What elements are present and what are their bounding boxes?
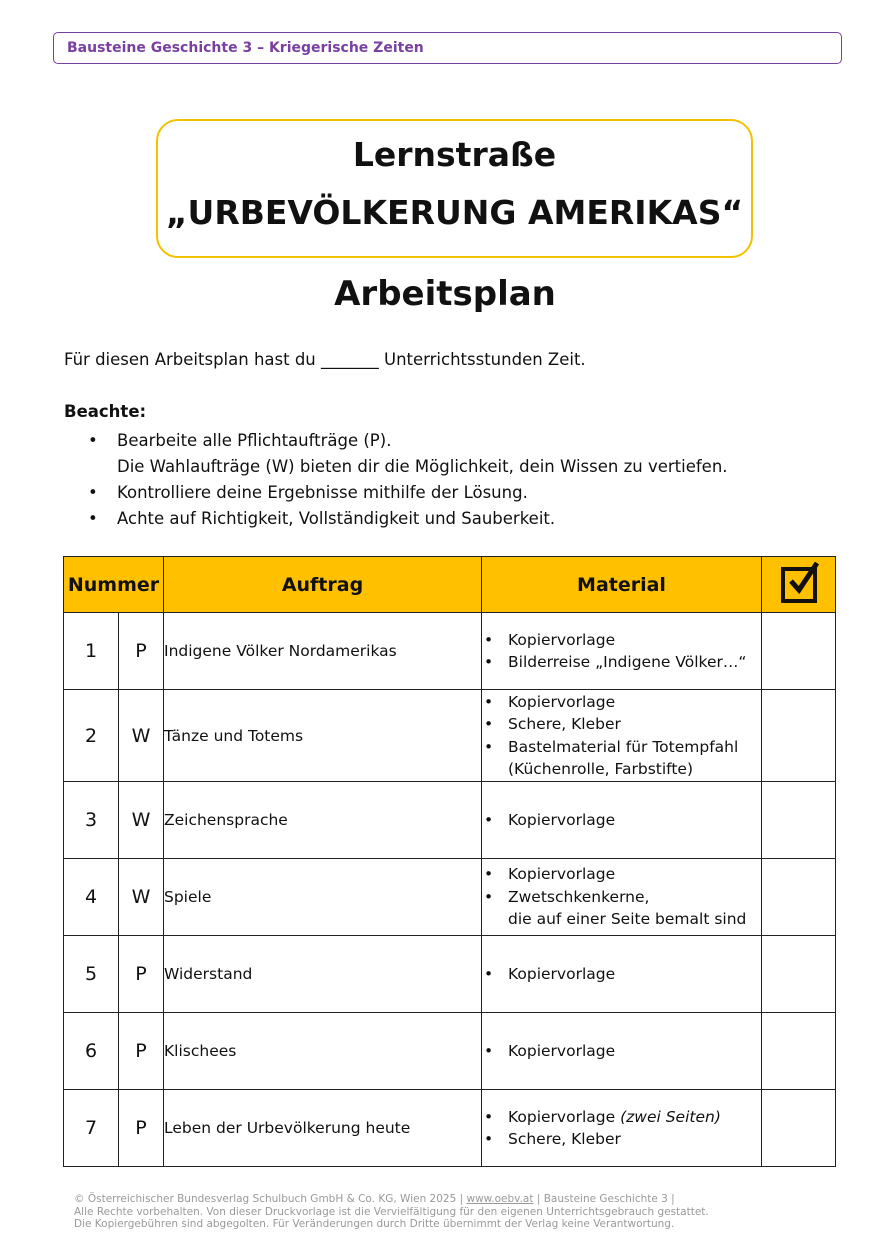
row-type: W	[119, 782, 164, 859]
table-row	[64, 859, 836, 936]
row-number: 2	[64, 690, 119, 782]
work-plan-table	[63, 556, 836, 1167]
material-item: • Kopiervorlage	[482, 963, 761, 986]
row-task: Widerstand	[164, 936, 482, 1013]
table-header-row	[64, 557, 836, 613]
row-number: 3	[64, 782, 119, 859]
row-check-cell[interactable]	[762, 1013, 836, 1090]
material-item	[482, 736, 761, 781]
material-item: • Kopiervorlage	[482, 629, 761, 652]
footer-line-2: Alle Rechte vorbehalten. Von dieser Druckvorlage ist die Vervielfältigung für den eigenen Unterrichtsgebrauch gestattet.	[74, 1205, 709, 1218]
rule-item	[88, 480, 728, 506]
table-row	[64, 1090, 836, 1167]
row-number: 1	[64, 613, 119, 690]
header-task: Auftrag	[164, 557, 482, 613]
material-item	[482, 886, 761, 931]
checkbox-checked-icon	[781, 567, 817, 603]
material-item: • Schere, Kleber	[482, 713, 761, 736]
series-title: Bausteine Geschichte 3 – Kriegerische Zeiten	[67, 40, 424, 56]
row-materials	[482, 1090, 762, 1167]
row-type: W	[119, 690, 164, 782]
material-text: Kopiervorlage	[508, 1107, 616, 1126]
row-check-cell[interactable]	[762, 936, 836, 1013]
title-box	[156, 119, 753, 258]
header-check	[762, 557, 836, 613]
title-line-2: „URBEVÖLKERUNG AMERIKAS“	[165, 193, 744, 232]
row-number: 4	[64, 859, 119, 936]
rule-3: Achte auf Richtigkeit, Vollständigkeit und Sauberkeit.	[117, 509, 556, 528]
rule-item	[88, 506, 728, 532]
row-materials	[482, 690, 762, 782]
row-task: Leben der Urbevölkerung heute	[164, 1090, 482, 1167]
header-banner	[53, 32, 842, 64]
row-task: Tänze und Totems	[164, 690, 482, 782]
material-item: • Kopiervorlage	[482, 1040, 761, 1063]
row-number: 7	[64, 1090, 119, 1167]
table-row	[64, 936, 836, 1013]
table-row	[64, 613, 836, 690]
rule-2: Kontrolliere deine Ergebnisse mithilfe der Lösung.	[117, 483, 528, 502]
table-row	[64, 782, 836, 859]
material-line: Zwetschkenkerne,	[508, 887, 650, 906]
row-materials	[482, 782, 762, 859]
footer	[74, 1193, 709, 1231]
row-type: P	[119, 613, 164, 690]
row-number: 5	[64, 936, 119, 1013]
rule-1-line-2: Die Wahlaufträge (W) bieten dir die Möglichkeit, dein Wissen zu vertiefen.	[117, 457, 728, 476]
row-check-cell[interactable]	[762, 690, 836, 782]
row-materials	[482, 613, 762, 690]
row-type: P	[119, 936, 164, 1013]
header-material: Material	[482, 557, 762, 613]
row-task: Spiele	[164, 859, 482, 936]
row-number: 6	[64, 1013, 119, 1090]
row-task: Indigene Völker Nordamerikas	[164, 613, 482, 690]
row-check-cell[interactable]	[762, 859, 836, 936]
rules-list	[88, 428, 728, 532]
row-check-cell[interactable]	[762, 782, 836, 859]
material-line: Bastelmaterial für Totempfahl	[508, 737, 739, 756]
material-line-continued: (Küchenrolle, Farbstifte)	[508, 760, 693, 778]
header-number: Nummer	[64, 557, 164, 613]
row-check-cell[interactable]	[762, 1090, 836, 1167]
row-check-cell[interactable]	[762, 613, 836, 690]
footer-line-1	[74, 1193, 709, 1206]
footer-copyright: © Österreichischer Bundesverlag Schulbuch GmbH & Co. KG, Wien 2025 |	[74, 1193, 467, 1205]
material-item: • Bilderreise „Indigene Völker…“	[482, 651, 761, 674]
row-task: Klischees	[164, 1013, 482, 1090]
row-type: P	[119, 1013, 164, 1090]
row-materials	[482, 1013, 762, 1090]
row-materials	[482, 936, 762, 1013]
footer-series: | Bausteine Geschichte 3 |	[533, 1193, 675, 1205]
material-note: (zwei Seiten)	[620, 1107, 721, 1126]
table-row	[64, 690, 836, 782]
page-subtitle: Arbeitsplan	[334, 274, 556, 314]
publisher-link[interactable]: www.oebv.at	[466, 1193, 534, 1205]
rule-1-line-1: Bearbeite alle Pflichtaufträge (P).	[117, 431, 392, 450]
title-line-1: Lernstraße	[352, 135, 557, 174]
material-item	[482, 1106, 761, 1129]
row-task: Zeichensprache	[164, 782, 482, 859]
material-item: • Kopiervorlage	[482, 863, 761, 886]
row-type: W	[119, 859, 164, 936]
intro-text: Für diesen Arbeitsplan hast du _______ Unterrichtsstunden Zeit.	[64, 350, 586, 369]
row-materials	[482, 859, 762, 936]
row-type: P	[119, 1090, 164, 1167]
beachte-heading: Beachte:	[64, 402, 147, 421]
material-item: • Kopiervorlage	[482, 809, 761, 832]
material-item: • Schere, Kleber	[482, 1128, 761, 1151]
material-line-continued: die auf einer Seite bemalt sind	[508, 910, 747, 929]
table-row	[64, 1013, 836, 1090]
rule-item	[88, 428, 728, 480]
footer-line-3: Die Kopiergebühren sind abgegolten. Für Veränderungen durch Dritte übernimmt der Verlag keine Verantwortung.	[74, 1218, 675, 1230]
material-item: • Kopiervorlage	[482, 691, 761, 714]
